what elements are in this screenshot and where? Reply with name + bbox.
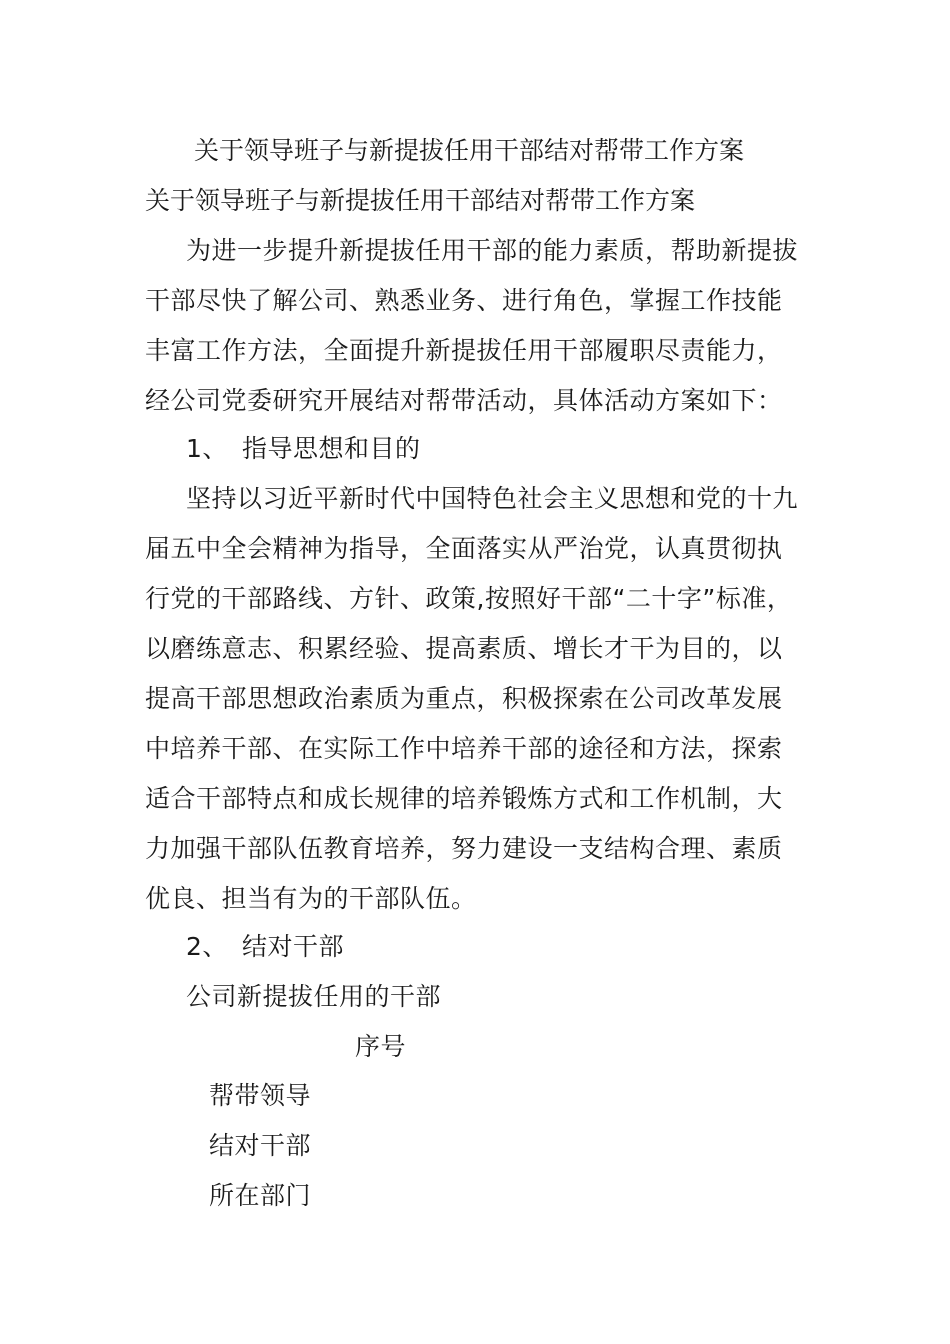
section2-heading bbox=[186, 932, 344, 962]
section1-line: 坚持以习近平新时代中国特色社会主义思想和党的十九 bbox=[186, 484, 799, 513]
section1-line: 优良、担当有为的干部队伍。 bbox=[145, 884, 477, 913]
section1-number: 1、 bbox=[186, 434, 228, 463]
table-header-index: 序号 bbox=[355, 1032, 407, 1061]
section1-line: 提高干部思想政治素质为重点，积极探索在公司改革发展 bbox=[145, 684, 783, 713]
intro-line: 为进一步提升新提拔任用干部的能力素质，帮助新提拔 bbox=[186, 236, 799, 265]
intro-line: 丰富工作方法，全面提升新提拔任用干部履职尽责能力， bbox=[145, 336, 783, 365]
intro-line: 干部尽快了解公司、熟悉业务、进行角色，掌握工作技能 bbox=[145, 286, 783, 315]
section1-line: 中培养干部、在实际工作中培养干部的途径和方法，探索 bbox=[145, 734, 783, 763]
section1-title: 指导思想和目的 bbox=[242, 434, 421, 463]
table-column-department: 所在部门 bbox=[209, 1181, 312, 1210]
section2-title: 结对干部 bbox=[242, 932, 345, 961]
section2-subtitle: 公司新提拔任用的干部 bbox=[186, 982, 442, 1011]
section1-heading bbox=[186, 434, 421, 464]
table-column-mentor: 帮带领导 bbox=[209, 1081, 312, 1110]
section1-line: 行党的干部路线、方针、政策,按照好干部“二十字”标准， bbox=[145, 584, 793, 613]
section1-line: 届五中全会精神为指导，全面落实从严治党，认真贯彻执 bbox=[145, 534, 783, 563]
section2-number: 2、 bbox=[186, 932, 228, 961]
section1-line: 适合干部特点和成长规律的培养锻炼方式和工作机制，大 bbox=[145, 784, 783, 813]
document-title-repeat: 关于领导班子与新提拔任用干部结对帮带工作方案 bbox=[145, 186, 696, 215]
document-title-centered: 关于领导班子与新提拔任用干部结对帮带工作方案 bbox=[194, 136, 745, 165]
section1-line: 以磨练意志、积累经验、提高素质、增长才干为目的，以 bbox=[145, 634, 783, 663]
section1-line: 力加强干部队伍教育培养，努力建设一支结构合理、素质 bbox=[145, 834, 783, 863]
intro-line: 经公司党委研究开展结对帮带活动，具体活动方案如下： bbox=[145, 386, 783, 415]
table-column-mentee: 结对干部 bbox=[209, 1131, 312, 1160]
